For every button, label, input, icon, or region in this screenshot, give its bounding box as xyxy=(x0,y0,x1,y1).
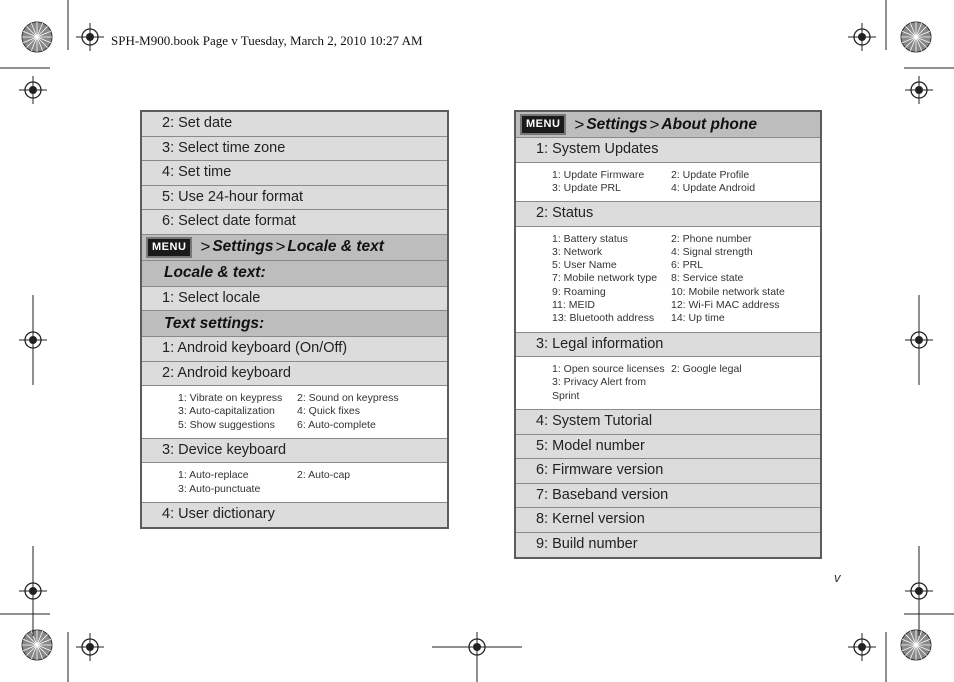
option-item: 13: Bluetooth address xyxy=(552,312,655,325)
option-item: 4: Signal strength xyxy=(671,245,753,258)
locale-settings-table xyxy=(140,110,449,529)
option-item: 3: Auto-capitalization xyxy=(178,405,275,418)
option-item: 3: Privacy Alert from Sprint xyxy=(552,376,646,402)
book-header: SPH-M900.book Page v Tuesday, March 2, 2010 10:27 AM xyxy=(111,33,423,48)
table-row: 3: Legal information xyxy=(516,333,820,358)
option-item: 1: Vibrate on keypress xyxy=(178,392,283,404)
option-item: 2: Sound on keypress xyxy=(297,392,399,404)
options-list xyxy=(516,357,820,410)
section-heading: MENU > Settings > About phone xyxy=(516,112,820,138)
table-row: 2: Android keyboard xyxy=(142,362,447,387)
table-row: 6: Select date format xyxy=(142,210,447,235)
options-list xyxy=(142,386,447,439)
table-row: 1: System Updates xyxy=(516,138,820,163)
option-item: 8: Service state xyxy=(671,272,744,285)
table-row: 3: Select time zone xyxy=(142,137,447,162)
option-item: 3: Update PRL xyxy=(552,181,621,194)
options-list xyxy=(516,163,820,203)
option-item: 12: Wi-Fi MAC address xyxy=(671,299,780,312)
page-number: v xyxy=(834,570,841,585)
table-row: 2: Set date xyxy=(142,112,447,137)
table-row: 4: Set time xyxy=(142,161,447,186)
section-heading: MENU > Settings > Locale & text xyxy=(142,235,447,261)
table-row: 5: Model number xyxy=(516,435,820,460)
menu-key-icon: MENU xyxy=(146,237,192,258)
option-item: 4: Quick fixes xyxy=(297,405,361,418)
table-row: 6: Firmware version xyxy=(516,459,820,484)
option-item: 5: Show suggestions xyxy=(178,418,275,431)
option-item: 3: Auto-punctuate xyxy=(178,482,261,495)
options-list xyxy=(142,463,447,503)
about-phone-table xyxy=(514,110,822,559)
option-item: 1: Auto-replace xyxy=(178,469,249,482)
table-row: 7: Baseband version xyxy=(516,484,820,509)
option-item: 1: Battery status xyxy=(552,232,628,245)
table-row: 4: System Tutorial xyxy=(516,410,820,435)
option-item: 7: Mobile network type xyxy=(552,272,658,285)
subsection-heading: Text settings: xyxy=(142,311,447,337)
menu-key-icon: MENU xyxy=(520,114,566,135)
option-item: 9: Roaming xyxy=(552,285,606,298)
table-row: 4: User dictionary xyxy=(142,503,447,528)
option-item: 1: Open source licenses xyxy=(552,363,665,376)
option-item: 3: Network xyxy=(552,245,603,258)
option-item: 2: Auto-cap xyxy=(297,469,351,482)
option-item: 2: Phone number xyxy=(671,232,752,245)
table-row: 5: Use 24-hour format xyxy=(142,186,447,211)
table-row: 1: Select locale xyxy=(142,287,447,312)
option-item: 14: Up time xyxy=(671,312,725,325)
option-item: 4: Update Android xyxy=(671,181,756,194)
option-item: 11: MEID xyxy=(552,299,595,312)
table-row: 2: Status xyxy=(516,202,820,227)
table-row: 9: Build number xyxy=(516,533,820,558)
subsection-heading: Locale & text: xyxy=(142,261,447,287)
option-item: 10: Mobile network state xyxy=(671,285,785,298)
option-item: 1: Update Firmware xyxy=(552,168,645,181)
table-row: 1: Android keyboard (On/Off) xyxy=(142,337,447,362)
table-row: 8: Kernel version xyxy=(516,508,820,533)
option-item: 6: PRL xyxy=(671,259,704,272)
option-item: 6: Auto-complete xyxy=(297,418,376,431)
table-row: 3: Device keyboard xyxy=(142,439,447,464)
options-list xyxy=(516,227,820,333)
option-item: 2: Update Profile xyxy=(671,168,750,181)
option-item: 2: Google legal xyxy=(671,363,742,376)
option-item: 5: User Name xyxy=(552,259,617,272)
